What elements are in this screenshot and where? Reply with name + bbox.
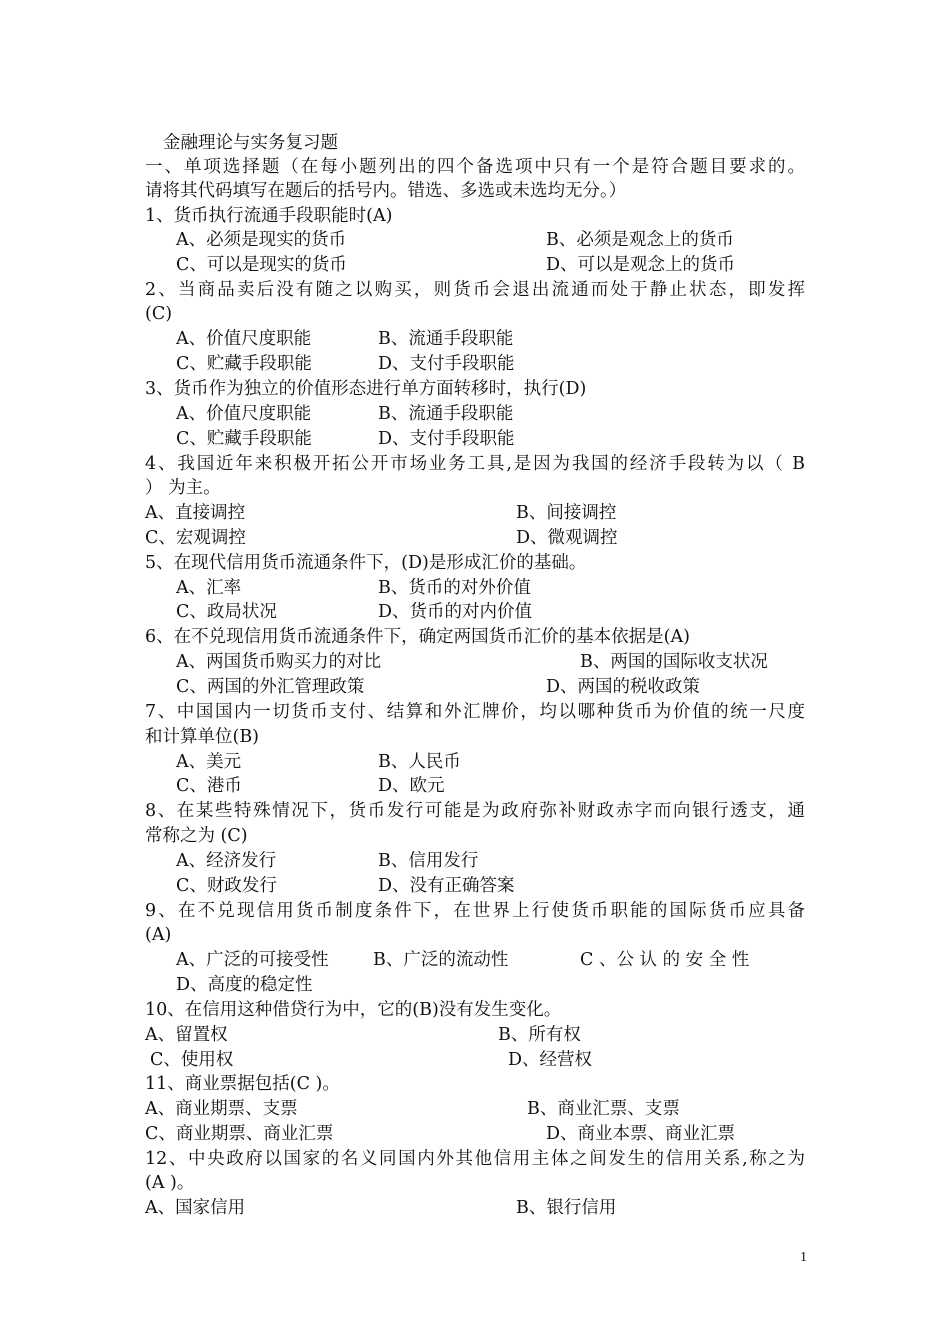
question-stem: 4、我国近年来积极开拓公开市场业务工具,是因为我国的经济手段转为以（ B bbox=[145, 454, 805, 474]
option-b: B、广泛的流动性 bbox=[373, 950, 509, 970]
option-b: B、流通手段职能 bbox=[378, 329, 514, 349]
option-c: C、宏观调控 bbox=[145, 528, 246, 548]
question-stem: 11、商业票据包括(C )。 bbox=[145, 1074, 340, 1094]
option-d: D、微观调控 bbox=[516, 528, 618, 548]
option-d: D、没有正确答案 bbox=[378, 876, 515, 896]
question-stem: 3、货币作为独立的价值形态进行单方面转移时，执行(D) bbox=[145, 379, 587, 399]
question-stem: 9、在不兑现信用货币制度条件下，在世界上行使货币职能的国际货币应具备 bbox=[145, 901, 805, 921]
option-a: A、留置权 bbox=[145, 1025, 228, 1045]
option-a: A、美元 bbox=[176, 752, 242, 772]
option-c: C 、公 认 的 安 全 性 bbox=[580, 950, 750, 970]
question-stem-cont: (A) bbox=[145, 925, 172, 945]
option-c: C、财政发行 bbox=[176, 876, 277, 896]
question-stem-cont: (A )。 bbox=[145, 1173, 195, 1193]
option-a: A、价值尺度职能 bbox=[176, 329, 312, 349]
option-b: B、两国的国际收支状况 bbox=[580, 652, 768, 672]
option-b: B、银行信用 bbox=[516, 1198, 617, 1218]
option-a: A、经济发行 bbox=[176, 851, 277, 871]
option-c: C、商业期票、商业汇票 bbox=[145, 1124, 334, 1144]
option-c: C、贮藏手段职能 bbox=[176, 429, 312, 449]
option-b: B、货币的对外价值 bbox=[378, 578, 531, 598]
option-c: C、两国的外汇管理政策 bbox=[176, 677, 365, 697]
option-b: B、商业汇票、支票 bbox=[527, 1099, 680, 1119]
question-stem: 5、在现代信用货币流通条件下，(D)是形成汇价的基础。 bbox=[145, 553, 587, 573]
option-d: D、经营权 bbox=[508, 1050, 593, 1070]
question-stem-cont: 和计算单位(B) bbox=[145, 727, 260, 747]
option-a: A、价值尺度职能 bbox=[176, 404, 312, 424]
option-b: B、所有权 bbox=[498, 1025, 581, 1045]
option-a: A、汇率 bbox=[176, 578, 242, 598]
option-b: B、人民币 bbox=[378, 752, 461, 772]
option-a: A、直接调控 bbox=[145, 503, 246, 523]
option-d: D、货币的对内价值 bbox=[378, 602, 533, 622]
option-a: A、广泛的可接受性 bbox=[176, 950, 329, 970]
option-d: D、两国的税收政策 bbox=[546, 677, 701, 697]
question-stem: 6、在不兑现信用货币流通条件下，确定两国货币汇价的基本依据是(A) bbox=[145, 627, 690, 647]
option-d: D、高度的稳定性 bbox=[176, 975, 313, 995]
question-stem-cont: ） 为主。 bbox=[145, 478, 221, 498]
option-b: B、必须是观念上的货币 bbox=[546, 230, 734, 250]
page-number: 1 bbox=[800, 1250, 807, 1265]
question-stem: 2、当商品卖后没有随之以购买，则货币会退出流通而处于静止状态，即发挥 bbox=[145, 280, 805, 300]
question-stem-cont: (C) bbox=[145, 304, 173, 324]
document-title: 金融理论与实务复习题 bbox=[163, 133, 338, 153]
option-d: D、支付手段职能 bbox=[378, 429, 515, 449]
question-stem: 1、货币执行流通手段职能时(A) bbox=[145, 206, 393, 226]
question-stem: 10、在信用这种借贷行为中，它的(B)没有发生变化。 bbox=[145, 1000, 562, 1020]
option-d: D、支付手段职能 bbox=[378, 354, 515, 374]
option-b: B、间接调控 bbox=[516, 503, 617, 523]
option-b: B、流通手段职能 bbox=[378, 404, 514, 424]
section-heading: 一、单项选择题（在每小题列出的四个备选项中只有一个是符合题目要求的。 bbox=[145, 157, 805, 177]
option-d: D、欧元 bbox=[378, 776, 445, 796]
section-heading-cont: 请将其代码填写在题后的括号内。错选、多选或未选均无分。） bbox=[145, 181, 627, 201]
option-a: A、国家信用 bbox=[145, 1198, 246, 1218]
option-a: A、商业期票、支票 bbox=[145, 1099, 298, 1119]
option-a: A、两国货币购买力的对比 bbox=[176, 652, 382, 672]
option-d: D、可以是观念上的货币 bbox=[546, 255, 736, 275]
option-a: A、必须是现实的货币 bbox=[176, 230, 347, 250]
question-stem: 8、在某些特殊情况下，货币发行可能是为政府弥补财政赤字而向银行透支，通 bbox=[145, 801, 805, 821]
question-stem-cont: 常称之为 (C) bbox=[145, 826, 248, 846]
option-d: D、商业本票、商业汇票 bbox=[546, 1124, 736, 1144]
option-c: C、使用权 bbox=[150, 1050, 234, 1070]
option-b: B、信用发行 bbox=[378, 851, 479, 871]
option-c: C、贮藏手段职能 bbox=[176, 354, 312, 374]
option-c: C、可以是现实的货币 bbox=[176, 255, 347, 275]
option-c: C、政局状况 bbox=[176, 602, 277, 622]
option-c: C、港币 bbox=[176, 776, 242, 796]
question-stem: 7、中国国内一切货币支付、结算和外汇牌价，均以哪种货币为价值的统一尺度 bbox=[145, 702, 805, 722]
question-stem: 12、中央政府以国家的名义同国内外其他信用主体之间发生的信用关系,称之为 bbox=[145, 1149, 805, 1169]
